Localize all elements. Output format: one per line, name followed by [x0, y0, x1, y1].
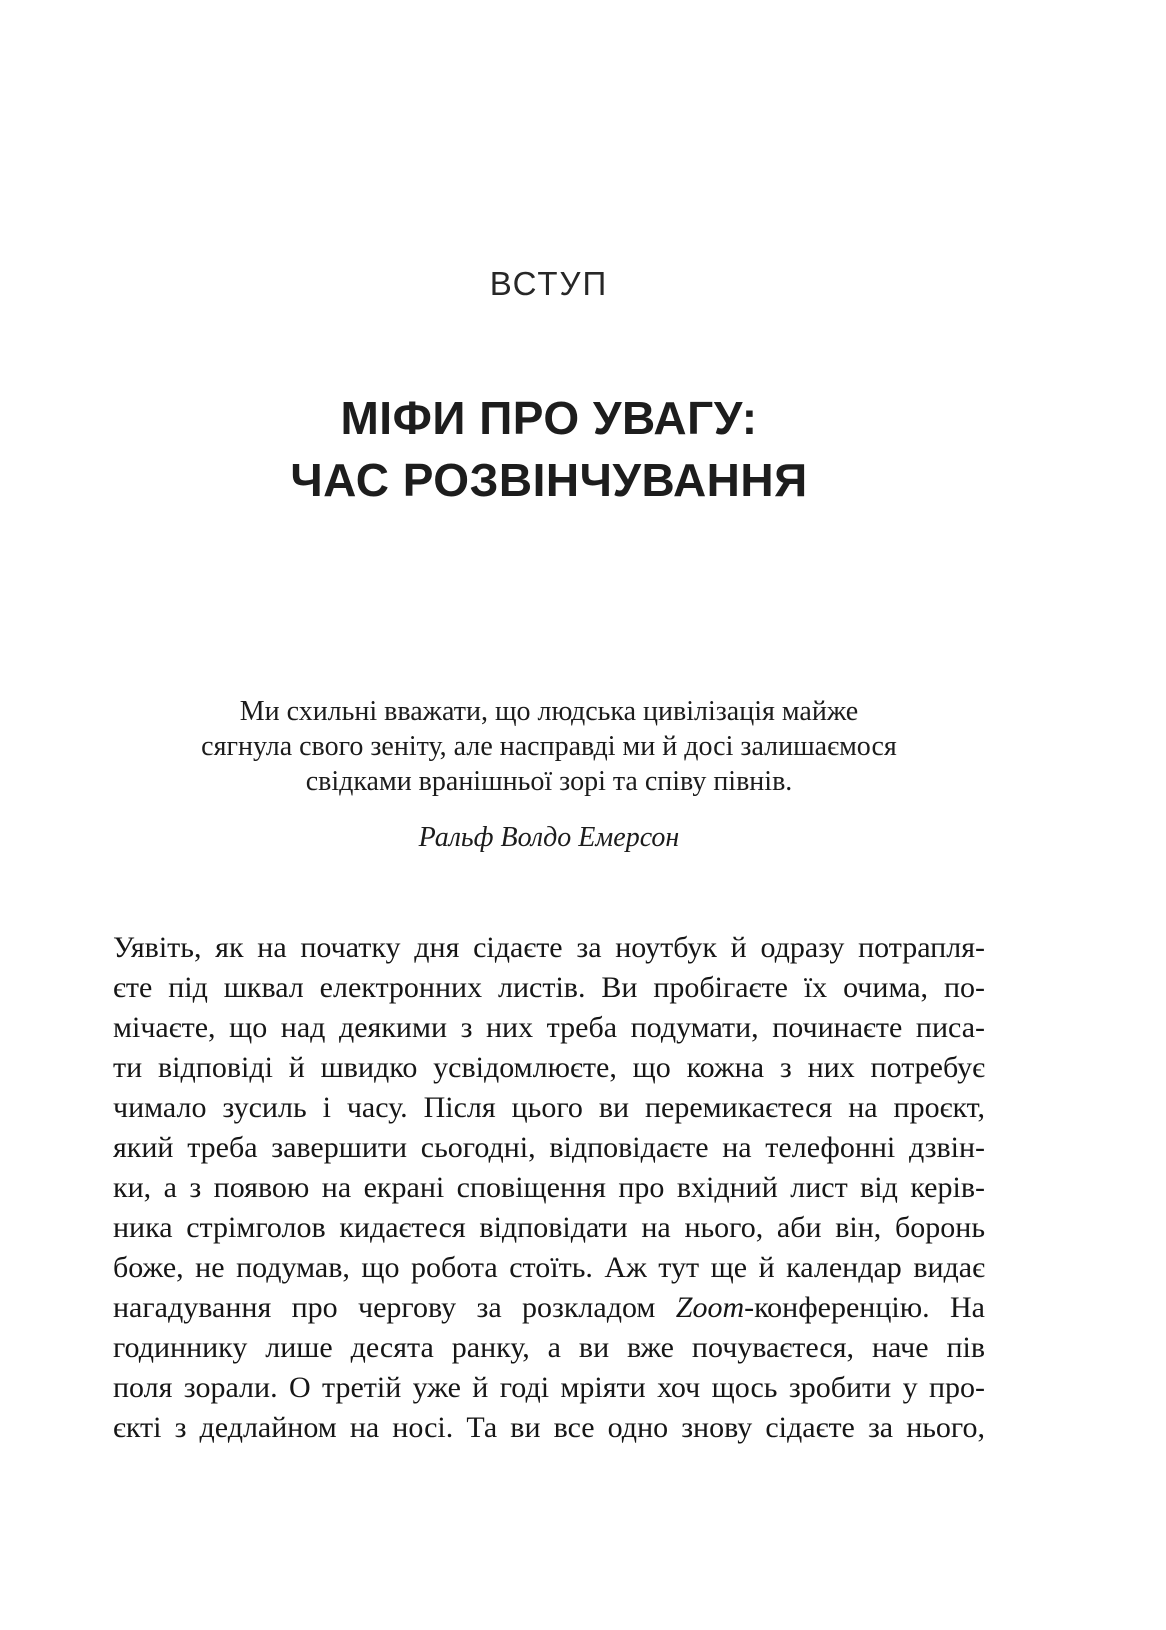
- text-line: нагадування про чергову за розкладом Zoom-конференцію. На: [113, 1291, 985, 1324]
- text-line: ки, а з появою на екрані сповіщення про вхідний лист від керів-: [113, 1171, 985, 1204]
- chapter-title: [113, 387, 985, 511]
- text-line: Уявіть, як на початку дня сідаєте за ноутбук й одразу потрапля-: [113, 931, 985, 964]
- text-line: боже, не подумав, що робота стоїть. Аж тут ще й календар видає: [113, 1251, 985, 1284]
- text-line: свідками вранішньої зорі та співу півнів.: [305, 766, 793, 797]
- section-label: ВСТУП: [489, 265, 609, 302]
- text-line: поля зорали. О третій уже й годі мріяти хоч щось зробити у про-: [113, 1371, 985, 1404]
- chapter-title-line-1: МІФИ ПРО УВАГУ:: [340, 392, 758, 444]
- text-line: єкті з дедлайном на носі. Та ви все одно знову сідаєте за нього,: [113, 1411, 985, 1444]
- chapter-title-line-2: ЧАС РОЗВІНЧУВАННЯ: [290, 454, 808, 506]
- text-line: сягнула свого зеніту, але насправді ми й досі залишаємося: [201, 731, 897, 762]
- epigraph-attribution: Ральф Волдо Емерсон: [418, 822, 680, 853]
- text-line: ти відповіді й швидко усвідомлюєте, що кожна з них потребує: [113, 1051, 985, 1084]
- text-line: мічаєте, що над деякими з них треба подумати, починаєте писа-: [113, 1011, 985, 1044]
- text-line: який треба завершити сьогодні, відповідаєте на телефонні дзвін-: [113, 1131, 985, 1164]
- text-line: чимало зусиль і часу. Після цього ви перемикаєтеся на проєкт,: [113, 1091, 985, 1124]
- epigraph: [113, 694, 985, 799]
- body-paragraph: [113, 928, 985, 1448]
- text-line: ника стрімголов кидаєтеся відповідати на нього, аби він, боронь: [113, 1211, 985, 1244]
- text-line: єте під шквал електронних листів. Ви пробігаєте їх очима, по-: [113, 971, 985, 1004]
- text-line: годиннику лише десята ранку, а ви вже почуваєтеся, наче пів: [113, 1331, 985, 1364]
- text-line: Ми схильні вважати, що людська цивілізація майже: [239, 696, 859, 727]
